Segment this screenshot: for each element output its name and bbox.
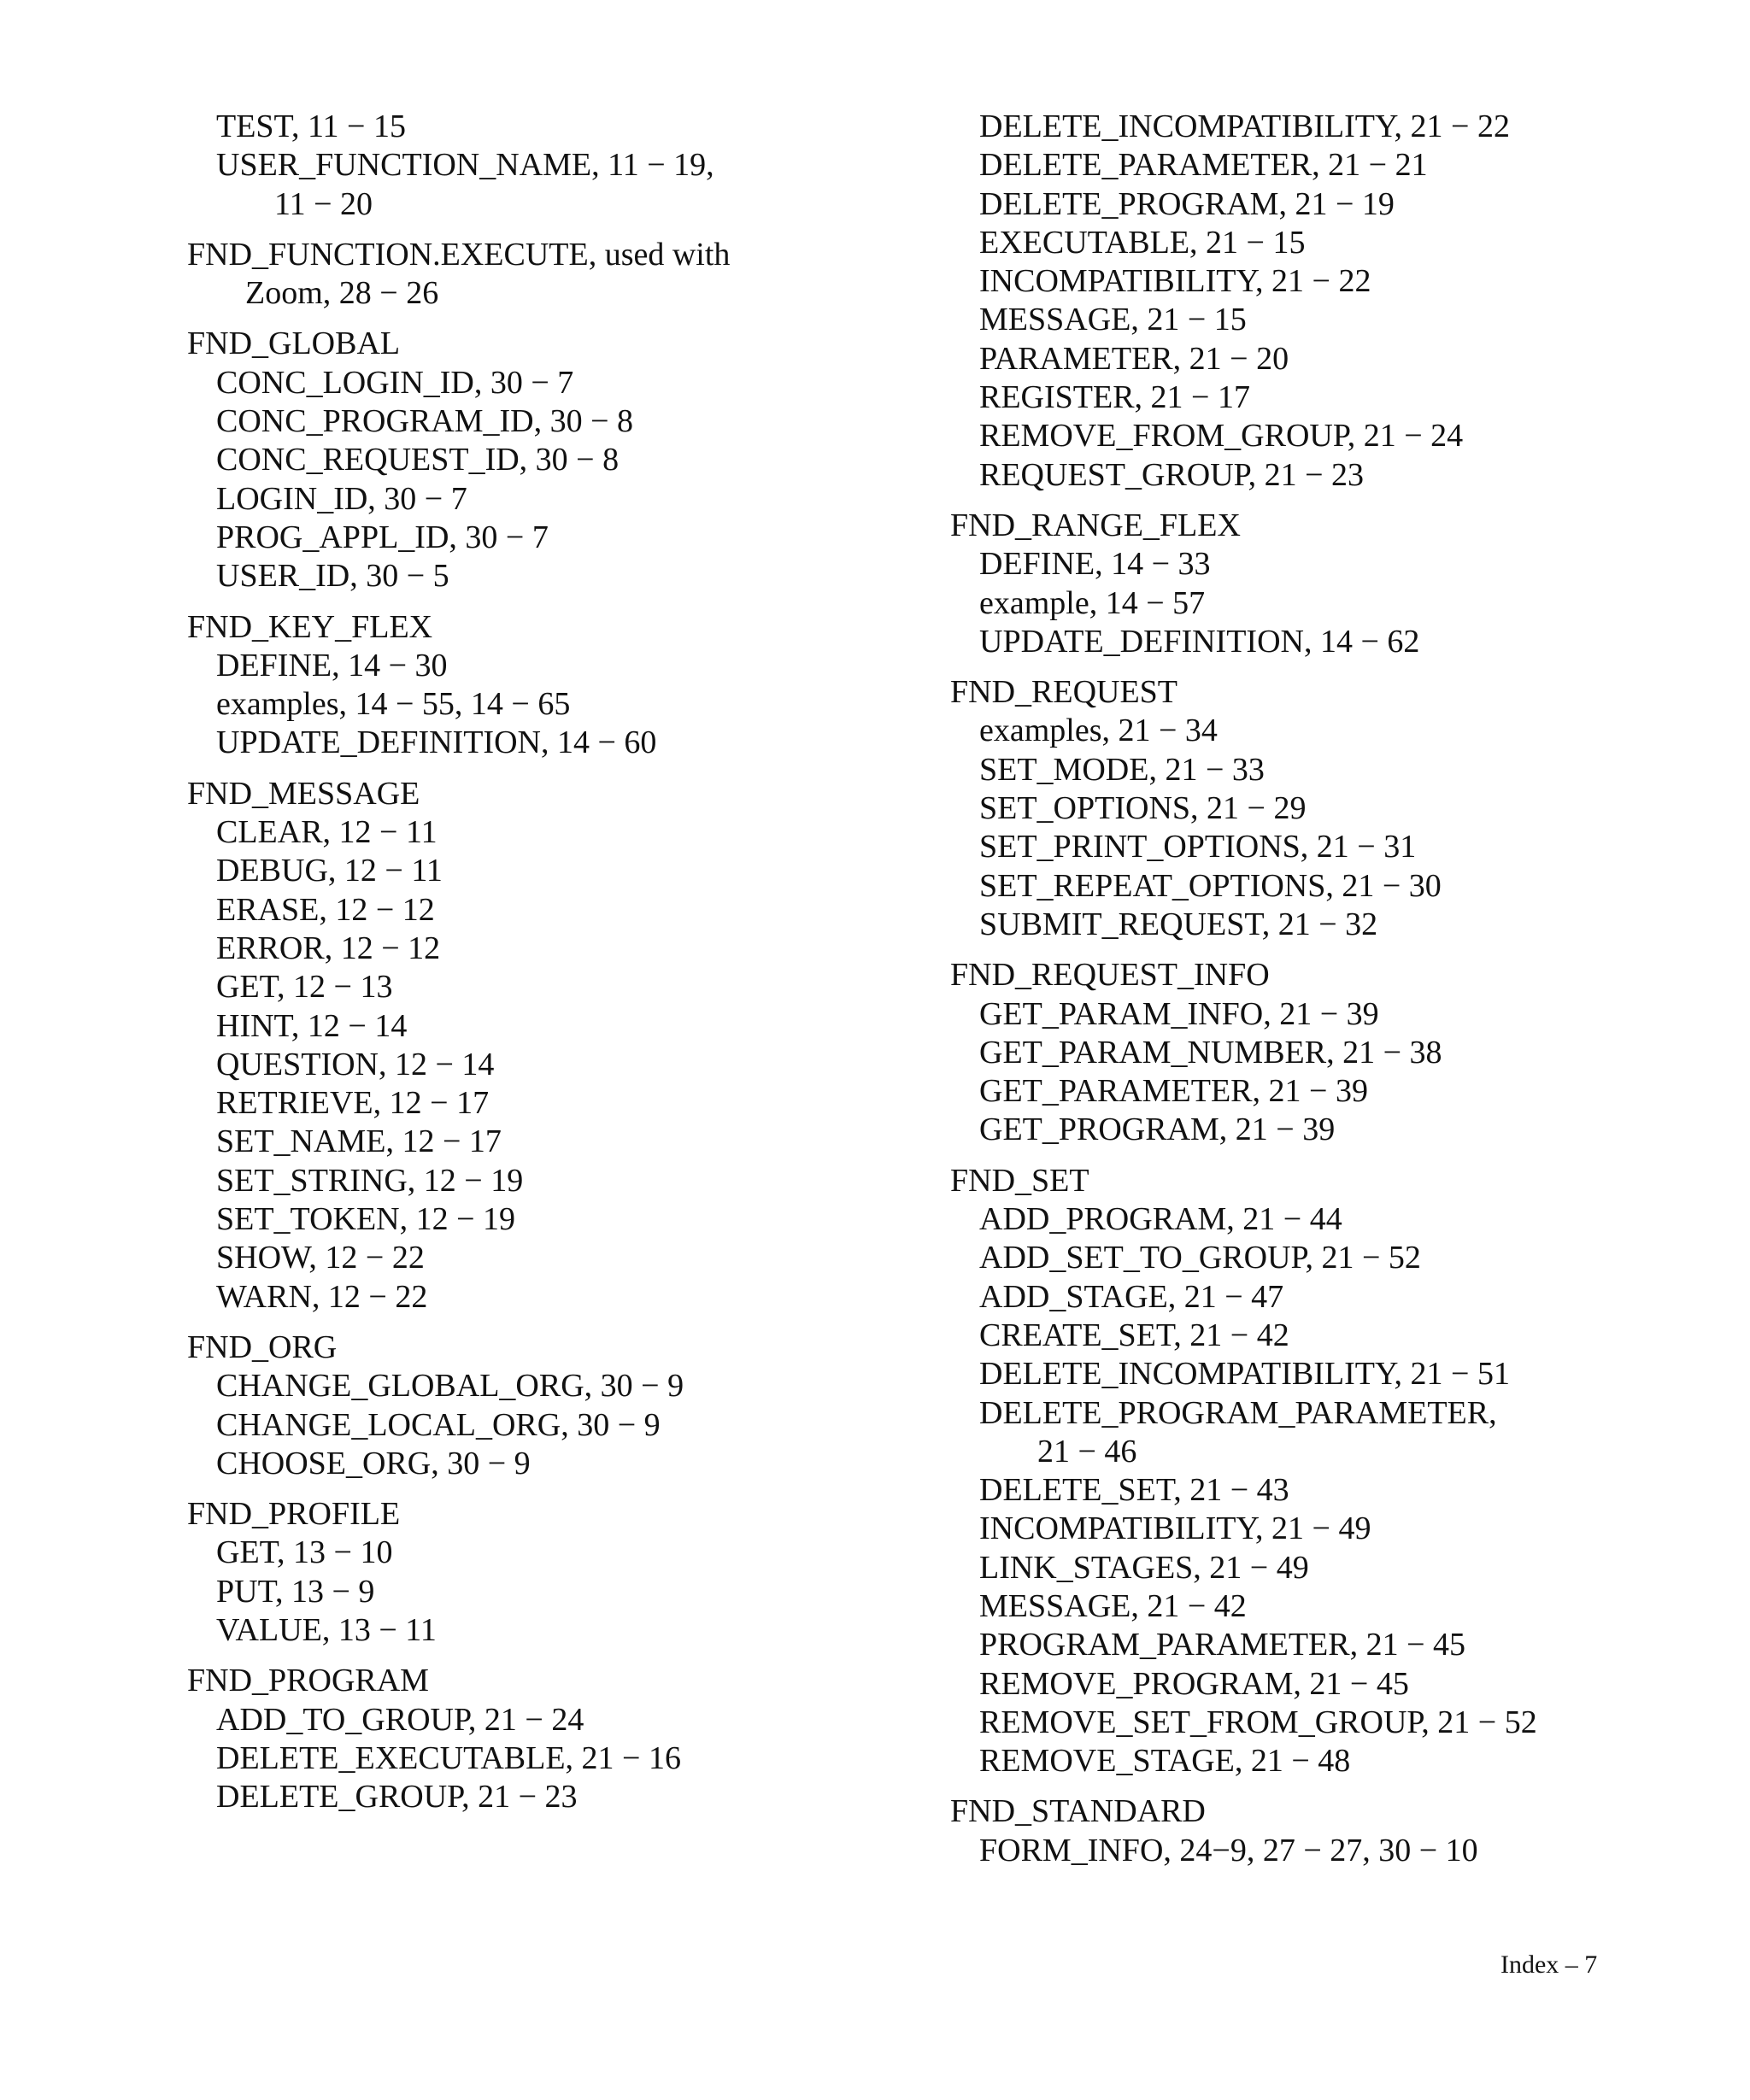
index-entry: ERASE, 12 − 12: [216, 891, 435, 928]
index-entry: GET, 12 − 13: [216, 969, 393, 1006]
index-entry: GET_PROGRAM, 21 − 39: [979, 1112, 1336, 1148]
index-group: [950, 956, 1685, 1149]
index-heading: FND_KEY_FLEX: [187, 608, 433, 645]
index-entry: CHOOSE_ORG, 30 − 9: [216, 1445, 531, 1481]
index-entry: MESSAGE, 21 − 15: [979, 302, 1247, 338]
index-entry: ERROR, 12 − 12: [216, 930, 441, 966]
page-number: Index – 7: [1500, 1950, 1598, 1979]
index-entry: SET_REPEAT_OPTIONS, 21 − 30: [979, 867, 1442, 904]
index-entry: SUBMIT_REQUEST, 21 − 32: [979, 906, 1378, 942]
index-entry: CLEAR, 12 − 11: [216, 814, 438, 851]
index-entry: REMOVE_SET_FROM_GROUP, 21 − 52: [979, 1704, 1537, 1740]
index-group: [950, 507, 1685, 661]
index-entry: DELETE_SET, 21 − 43: [979, 1472, 1289, 1509]
index-entry-continuation: 21 − 46: [1037, 1433, 1137, 1469]
index-entry: EXECUTABLE, 21 − 15: [979, 224, 1306, 261]
index-entry: SET_OPTIONS, 21 − 29: [979, 790, 1307, 827]
index-entry: SET_TOKEN, 12 − 19: [216, 1201, 516, 1238]
index-heading: FND_PROFILE: [187, 1496, 401, 1533]
index-entry: example, 14 − 57: [979, 584, 1206, 621]
index-group: [187, 1662, 922, 1816]
index-entry: LINK_STAGES, 21 − 49: [979, 1549, 1309, 1586]
index-entry: SET_NAME, 12 − 17: [216, 1123, 502, 1160]
index-entry: DELETE_PARAMETER, 21 − 21: [979, 147, 1428, 184]
index-entry: DEFINE, 14 − 30: [216, 647, 448, 683]
index-entry: examples, 14 − 55, 14 − 65: [216, 686, 571, 723]
index-entry: CONC_PROGRAM_ID, 30 − 8: [216, 403, 634, 440]
index-entry: DELETE_PROGRAM_PARAMETER,: [979, 1394, 1497, 1431]
index-entry: FORM_INFO, 24−9, 27 − 27, 30 − 10: [979, 1832, 1478, 1868]
index-entry: REMOVE_STAGE, 21 − 48: [979, 1743, 1351, 1780]
index-column-left: [187, 108, 922, 1828]
index-entry: PUT, 13 − 9: [216, 1573, 375, 1610]
index-entry: MESSAGE, 21 − 42: [979, 1587, 1247, 1624]
index-group: [950, 108, 1685, 495]
index-group: [187, 1495, 922, 1650]
index-heading: FND_FUNCTION.EXECUTE, used with: [187, 236, 731, 273]
index-entry: CHANGE_LOCAL_ORG, 30 − 9: [216, 1406, 661, 1443]
index-entry: INCOMPATIBILITY, 21 − 22: [979, 263, 1371, 300]
index-entry: LOGIN_ID, 30 − 7: [216, 480, 467, 517]
index-entry: SHOW, 12 − 22: [216, 1240, 425, 1276]
index-heading: FND_SET: [950, 1162, 1089, 1199]
index-entry: CHANGE_GLOBAL_ORG, 30 − 9: [216, 1368, 684, 1405]
index-group: [187, 325, 922, 595]
index-group: [187, 108, 922, 224]
index-heading: FND_STANDARD: [950, 1793, 1206, 1830]
index-entry: CREATE_SET, 21 − 42: [979, 1317, 1289, 1353]
index-entry: PROGRAM_PARAMETER, 21 − 45: [979, 1627, 1466, 1663]
index-entry: examples, 21 − 34: [979, 713, 1218, 749]
index-entry: UPDATE_DEFINITION, 14 − 60: [216, 724, 657, 761]
index-entry: DELETE_INCOMPATIBILITY, 21 − 51: [979, 1356, 1510, 1393]
index-entry: RETRIEVE, 12 − 17: [216, 1085, 490, 1122]
index-group: [187, 1329, 922, 1483]
index-entry: SET_STRING, 12 − 19: [216, 1162, 524, 1199]
index-entry: DELETE_EXECUTABLE, 21 − 16: [216, 1739, 681, 1776]
index-entry: REMOVE_FROM_GROUP, 21 − 24: [979, 418, 1464, 455]
index-group: [950, 1792, 1685, 1870]
index-entry: ADD_STAGE, 21 − 47: [979, 1278, 1284, 1315]
index-heading: FND_GLOBAL: [187, 326, 401, 362]
index-group: [187, 775, 922, 1317]
index-group: [187, 236, 922, 314]
index-entry: USER_FUNCTION_NAME, 11 − 19,: [216, 147, 714, 184]
index-entry: SET_MODE, 21 − 33: [979, 751, 1265, 788]
index-entry: PARAMETER, 21 − 20: [979, 340, 1289, 377]
index-heading: FND_REQUEST_INFO: [950, 957, 1270, 994]
index-heading: FND_RANGE_FLEX: [950, 507, 1241, 543]
index-entry: GET_PARAMETER, 21 − 39: [979, 1073, 1368, 1110]
index-entry: USER_ID, 30 − 5: [216, 558, 449, 595]
index-entry: TEST, 11 − 15: [216, 109, 406, 144]
index-entry: GET_PARAM_NUMBER, 21 − 38: [979, 1034, 1442, 1071]
index-group: [950, 673, 1685, 944]
index-entry: CONC_LOGIN_ID, 30 − 7: [216, 364, 574, 401]
index-entry-continuation: 11 − 20: [274, 185, 373, 222]
index-entry: GET, 13 − 10: [216, 1534, 393, 1571]
index-entry: GET_PARAM_INFO, 21 − 39: [979, 995, 1379, 1032]
index-entry: INCOMPATIBILITY, 21 − 49: [979, 1510, 1371, 1547]
index-entry: CONC_REQUEST_ID, 30 − 8: [216, 442, 620, 478]
index-entry: REMOVE_PROGRAM, 21 − 45: [979, 1665, 1409, 1702]
index-entry: ADD_PROGRAM, 21 − 44: [979, 1201, 1342, 1238]
index-entry: QUESTION, 12 − 14: [216, 1046, 495, 1082]
index-entry: REGISTER, 21 − 17: [979, 379, 1250, 416]
index-entry: ADD_SET_TO_GROUP, 21 − 52: [979, 1240, 1421, 1276]
index-entry: UPDATE_DEFINITION, 14 − 62: [979, 623, 1420, 660]
index-entry: DELETE_PROGRAM, 21 − 19: [979, 185, 1395, 222]
index-entry: DELETE_INCOMPATIBILITY, 21 − 22: [979, 109, 1510, 144]
index-heading: FND_PROGRAM: [187, 1663, 429, 1699]
index-entry: REQUEST_GROUP, 21 − 23: [979, 456, 1365, 493]
index-group: [187, 608, 922, 763]
index-entry-continuation: Zoom, 28 − 26: [245, 275, 439, 312]
index-entry: HINT, 12 − 14: [216, 1007, 408, 1044]
index-column-right: [950, 108, 1685, 1882]
index-entry: DEFINE, 14 − 33: [979, 546, 1211, 583]
index-entry: SET_PRINT_OPTIONS, 21 − 31: [979, 829, 1417, 865]
index-heading: FND_MESSAGE: [187, 775, 420, 812]
index-heading: FND_REQUEST: [950, 674, 1178, 711]
index-group: [950, 1162, 1685, 1781]
index-entry: DELETE_GROUP, 21 − 23: [216, 1779, 578, 1816]
index-entry: VALUE, 13 − 11: [216, 1611, 437, 1648]
index-entry: PROG_APPL_ID, 30 − 7: [216, 519, 549, 555]
index-heading: FND_ORG: [187, 1329, 338, 1365]
index-entry: ADD_TO_GROUP, 21 − 24: [216, 1701, 584, 1738]
index-entry: DEBUG, 12 − 11: [216, 853, 443, 889]
index-entry: WARN, 12 − 22: [216, 1278, 428, 1315]
